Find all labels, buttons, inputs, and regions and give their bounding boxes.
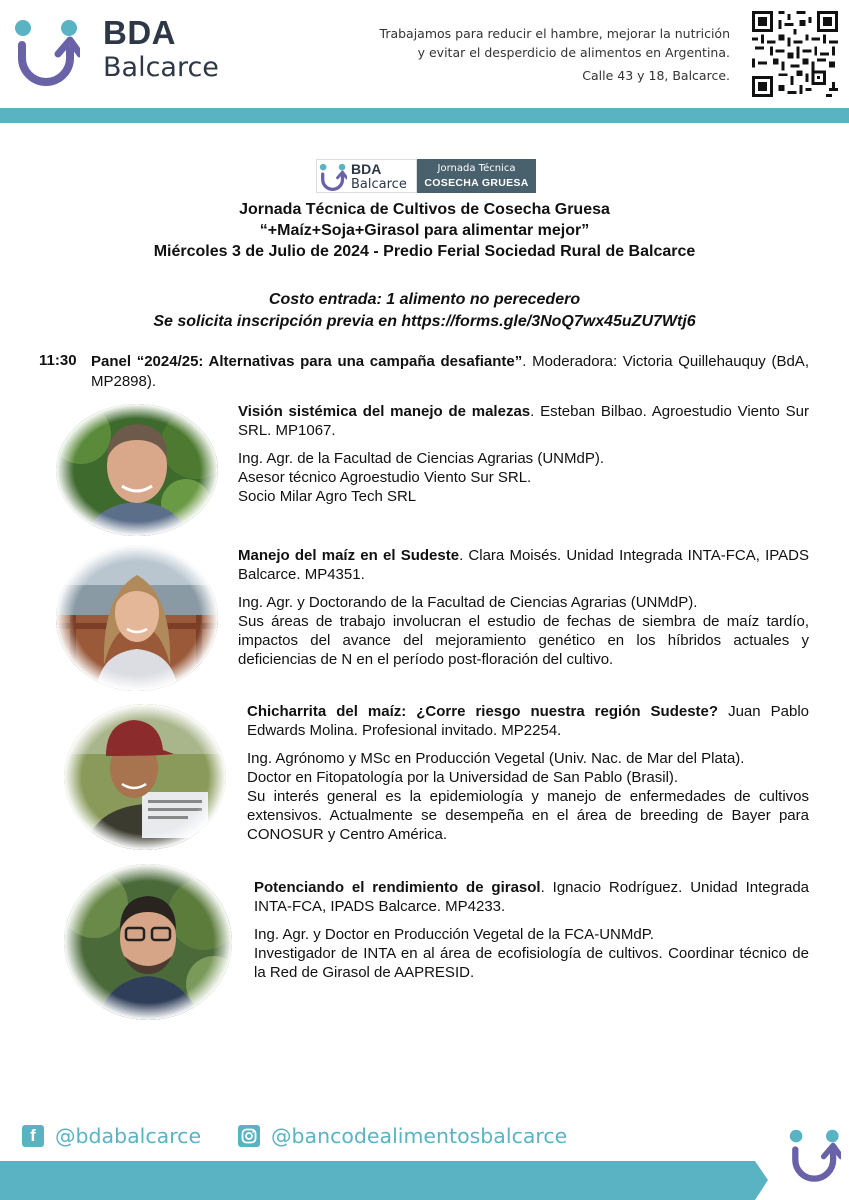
header-divider-bar [0, 108, 849, 123]
talk-1-speaker: . Esteban Bilbao. Agroestudio Viento Sur SRL. MP1067. [238, 403, 809, 439]
tagline-line-2: y evitar el desperdicio de alimentos en Argentina. [417, 45, 730, 60]
speaker-photo-2 [56, 545, 218, 691]
talk-1-bio-line: Asesor técnico Agroestudio Viento Sur SRL. [238, 469, 532, 486]
panel-description [91, 352, 809, 392]
event-logo-brand-line-1: BDA [351, 161, 382, 177]
instagram-icon [238, 1125, 260, 1147]
talk-4-speaker: . Ignacio Rodríguez. Unidad Integrada INTA-FCA, IPADS Balcarce. MP4233. [254, 879, 809, 915]
talk-3-bio-line: Doctor en Fitopatología por la Universidad de San Pablo (Brasil). [247, 769, 679, 786]
talk-4-bio-line: Ing. Agr. y Doctor en Producción Vegetal de la FCA-UNMdP. [254, 926, 654, 943]
talk-4-header [254, 878, 809, 916]
address: Calle 43 y 18, Balcarce. [582, 68, 730, 83]
talk-4-bio [254, 925, 809, 982]
talk-3-title: Chicharrita del maíz: ¿Corre riesgo nuestra región Sudeste? [247, 703, 719, 720]
talk-1-bio-line: Ing. Agr. de la Facultad de Ciencias Agrarias (UNMdP). [238, 450, 605, 467]
event-registration: Se solicita inscripción previa en https://forms.gle/3NoQ7wx45uZU7Wtj6 [153, 313, 696, 330]
talk-3-bio [247, 749, 809, 844]
event-admission [0, 289, 849, 333]
facebook-handle: @bdabalcarce [55, 1124, 202, 1148]
speaker-photo-1 [56, 404, 218, 536]
event-logo-brand [316, 159, 417, 193]
event-date-place: Miércoles 3 de Julio de 2024 - Predio Ferial Sociedad Rural de Balcarce [153, 243, 696, 260]
event-logo [316, 159, 536, 193]
brand-line-2: Balcarce [103, 52, 219, 83]
talk-3 [247, 702, 809, 844]
talk-2-bio-line: Sus áreas de trabajo involucran el estudio de fechas de siembra de maíz tardío, impactos del avance del mejoramiento genético en los híbridos actuales y deficiencias de N en el período post-floración del cultivo. [238, 613, 809, 668]
event-title: Jornada Técnica de Cultivos de Cosecha Gruesa [239, 201, 610, 218]
speaker-photo-3 [64, 704, 226, 850]
bda-logo-small-icon [319, 163, 347, 191]
talk-2 [238, 546, 809, 669]
tagline [350, 24, 730, 62]
event-logo-brand-line-2: Balcarce [351, 177, 407, 192]
panel-moderator: . Moderadora: Victoria Quillehauquy (BdA, MP2898). [91, 353, 809, 390]
tagline-line-1: Trabajamos para reducir el hambre, mejorar la nutrición [379, 26, 730, 41]
talk-2-bio [238, 593, 809, 669]
talk-2-speaker: . Clara Moisés. Unidad Integrada INTA-FCA, IPADS Balcarce. MP4351. [238, 547, 809, 583]
speaker-photo-4 [64, 864, 232, 1020]
event-titles [0, 199, 849, 262]
panel-title: Panel “2024/25: Alternativas para una campaña desafiante” [91, 353, 523, 370]
talk-2-header [238, 546, 809, 584]
instagram-link[interactable] [238, 1124, 567, 1148]
bda-logo-footer-icon [789, 1125, 841, 1185]
talk-2-bio-line: Ing. Agr. y Doctorando de la Facultad de Ciencias Agrarias (UNMdP). [238, 594, 698, 611]
panel-time: 11:30 [39, 352, 77, 369]
talk-3-bio-line: Su interés general es la epidemiología y manejo de enfermedades de cultivos extensivos. Actualmente se desempeña en el área de breeding de Bayer para CONOSUR y Centro América. [247, 788, 809, 843]
talk-1 [238, 402, 809, 506]
talk-3-bio-line: Ing. Agrónomo y MSc en Producción Vegetal (Univ. Nac. de Mar del Plata). [247, 750, 745, 767]
talk-1-bio-line: Socio Milar Agro Tech SRL [238, 488, 417, 505]
talk-1-title: Visión sistémica del manejo de malezas [238, 403, 531, 420]
page-header [0, 0, 849, 108]
event-logo-label-line-1: Jornada Técnica [437, 163, 516, 174]
instagram-handle: @bancodealimentosbalcarce [271, 1124, 568, 1148]
facebook-link[interactable] [22, 1124, 201, 1148]
facebook-icon: f [22, 1125, 44, 1147]
bda-logo-icon [14, 18, 80, 86]
event-logo-label-line-2: COSECHA GRUESA [424, 177, 529, 189]
talk-4-bio-line: Investigador de INTA en al área de ecofisiología de cultivos. Coordinar técnico de la Red de Girasol de AAPRESID. [254, 945, 809, 981]
event-subtitle: “+Maíz+Soja+Girasol para alimentar mejor” [259, 222, 590, 239]
talk-3-speaker: Juan Pablo Edwards Molina. Profesional invitado. MP2254. [247, 703, 809, 739]
talk-4 [254, 878, 809, 982]
talk-1-header [238, 402, 809, 440]
event-cost: Costo entrada: 1 alimento no perecedero [268, 291, 581, 308]
brand-line-1: BDA [103, 14, 176, 51]
footer-bar [0, 1161, 849, 1200]
talk-2-title: Manejo del maíz en el Sudeste [238, 547, 460, 564]
qr-code-icon [752, 11, 838, 97]
talk-3-header [247, 702, 809, 740]
event-logo-label [417, 159, 536, 193]
talk-1-bio [238, 449, 809, 506]
brand-name [103, 15, 219, 85]
talk-4-title: Potenciando el rendimiento de girasol [254, 879, 541, 896]
